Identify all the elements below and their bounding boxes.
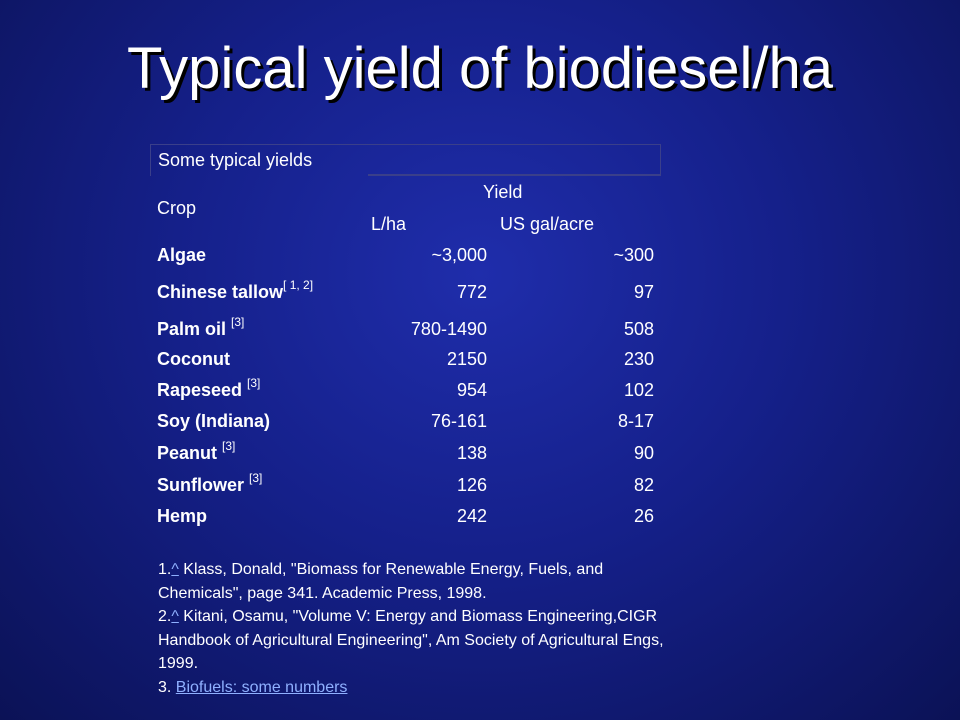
yield-gal: 8-17 xyxy=(617,411,654,431)
table-row xyxy=(157,346,657,372)
yield-gal: 26 xyxy=(633,506,654,526)
yield-gal: 82 xyxy=(633,475,654,495)
crop-name: Soy (Indiana) xyxy=(157,411,271,431)
header-unit-gal: US gal/acre xyxy=(500,214,595,234)
ref-2-backlink[interactable]: ^ xyxy=(171,608,179,625)
crop-name: Palm oil [3] xyxy=(157,315,245,339)
reference-1: 1.^ Klass, Donald, "Biomass for Renewable Energy, Fuels, and Chemicals", page 341. Academic Press, 1998. xyxy=(158,561,604,602)
header-unit-lha: L/ha xyxy=(371,214,407,234)
table-row xyxy=(157,316,657,342)
yield-lha: 772 xyxy=(456,282,487,302)
yield-lha: 2150 xyxy=(446,349,487,369)
yield-lha: 242 xyxy=(456,506,487,526)
crop-name: Coconut xyxy=(157,349,230,369)
slide-title: Typical yield of biodiesel/ha xyxy=(126,36,834,101)
crop-name: Sunflower [3] xyxy=(157,471,263,495)
crop-name: Algae xyxy=(157,245,207,265)
table-row xyxy=(157,408,657,434)
references xyxy=(158,558,678,699)
table-caption: Some typical yields xyxy=(150,144,661,176)
yield-lha: 780-1490 xyxy=(410,319,487,339)
reference-2: 2.^ Kitani, Osamu, "Volume V: Energy and Biomass Engineering,CIGR Handbook of Agricultural Engineering", Am Society of Agricultural Engs, 1999. xyxy=(158,608,664,672)
header-yield: Yield xyxy=(483,182,523,202)
table-row xyxy=(157,440,657,466)
crop-name: Peanut [3] xyxy=(157,439,236,463)
yield-gal: 102 xyxy=(623,380,654,400)
yield-lha: 76-161 xyxy=(430,411,487,431)
table-row xyxy=(157,242,657,268)
yield-gal: 90 xyxy=(633,443,654,463)
yield-lha: 954 xyxy=(456,380,487,400)
yield-gal: 230 xyxy=(623,349,654,369)
yield-gal: 508 xyxy=(623,319,654,339)
crop-name: Rapeseed [3] xyxy=(157,376,261,400)
yield-lha: 138 xyxy=(456,443,487,463)
crop-name: Chinese tallow[ 1, 2] xyxy=(157,278,314,302)
header-crop: Crop xyxy=(157,198,197,218)
yield-gal: ~300 xyxy=(613,245,654,265)
table-row xyxy=(157,472,657,498)
yield-lha: 126 xyxy=(456,475,487,495)
caption-divider xyxy=(368,174,661,176)
table-row xyxy=(157,503,657,529)
yield-gal: 97 xyxy=(633,282,654,302)
table-row xyxy=(157,377,657,403)
crop-name: Hemp xyxy=(157,506,208,526)
ref-1-backlink[interactable]: ^ xyxy=(171,561,179,578)
reference-3: 3. Biofuels: some numbers xyxy=(158,678,348,696)
table-row xyxy=(157,279,657,305)
yield-lha: ~3,000 xyxy=(431,245,487,265)
biofuels-numbers-link[interactable]: Biofuels: some numbers xyxy=(175,678,348,696)
